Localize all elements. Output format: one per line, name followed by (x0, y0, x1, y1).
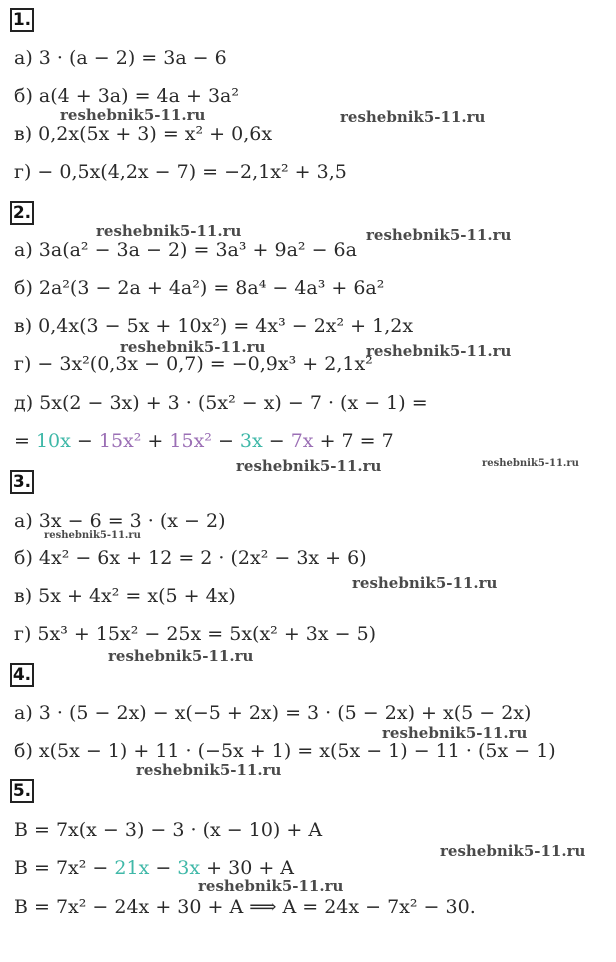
watermark: reshebnik5-11.ru (136, 761, 282, 779)
s5-line-c: B = 7x² − 24x + 30 + A ⟹ A = 24x − 7x² − 30. (14, 896, 476, 918)
s2f-part: − (262, 430, 291, 452)
section-number-4: 4. (10, 663, 34, 687)
watermark: reshebnik5-11.ru (44, 530, 141, 541)
s3-line-a: а) 3x − 6 = 3 · (x − 2) (14, 510, 226, 532)
s2-line-b: б) 2a²(3 − 2a + 4a²) = 8a⁴ − 4a³ + 6a² (14, 277, 385, 299)
watermark: reshebnik5-11.ru (382, 724, 528, 742)
s2f-term-7x: 7x (290, 430, 314, 452)
s2-line-e: д) 5x(2 − 3x) + 3 · (5x² − x) − 7 · (x − 1) = (14, 392, 428, 414)
watermark: reshebnik5-11.ru (366, 226, 512, 244)
s5b-term-3x: 3x (177, 857, 201, 879)
watermark: reshebnik5-11.ru (60, 106, 206, 124)
s2f-term-15x2-neg: 15x² (98, 430, 142, 452)
section-number-5: 5. (10, 779, 34, 803)
s5-line-a: B = 7x(x − 3) − 3 · (x − 10) + A (14, 819, 323, 841)
s1-line-d: г) − 0,5x(4,2x − 7) = −2,1x² + 3,5 (14, 161, 347, 183)
s3-line-b: б) 4x² − 6x + 12 = 2 · (2x² − 3x + 6) (14, 547, 367, 569)
s2f-term-10x: 10x (35, 430, 71, 452)
section-number-2: 2. (10, 201, 34, 225)
s2f-part: = (14, 430, 36, 452)
s1-line-c: в) 0,2x(5x + 3) = x² + 0,6x (14, 123, 273, 145)
watermark: reshebnik5-11.ru (482, 458, 579, 469)
s2f-term-15x2-pos: 15x² (169, 430, 212, 452)
s3-line-c: в) 5x + 4x² = x(5 + 4x) (14, 585, 236, 607)
watermark: reshebnik5-11.ru (198, 877, 344, 895)
s2-line-a: а) 3a(a² − 3a − 2) = 3a³ + 9a² − 6a (14, 239, 357, 261)
watermark: reshebnik5-11.ru (366, 342, 512, 360)
s2f-part: + 7 = 7 (313, 430, 394, 452)
watermark: reshebnik5-11.ru (120, 338, 266, 356)
s2f-term-3x: 3x (239, 430, 263, 452)
watermark: reshebnik5-11.ru (440, 842, 586, 860)
s2f-part: + (141, 430, 170, 452)
s5b-term-21x: 21x (114, 857, 150, 879)
s4-line-b: б) x(5x − 1) + 11 · (−5x + 1) = x(5x − 1) − 11 · (5x − 1) (14, 740, 556, 762)
section-number-1: 1. (10, 8, 34, 32)
s1-line-a: а) 3 · (a − 2) = 3a − 6 (14, 47, 227, 69)
s2f-part: − (70, 430, 99, 452)
s2-line-c: в) 0,4x(3 − 5x + 10x²) = 4x³ − 2x² + 1,2x (14, 315, 414, 337)
s5b-part: B = 7x² − (14, 857, 115, 879)
s2-line-d: г) − 3x²(0,3x − 0,7) = −0,9x³ + 2,1x² (14, 353, 373, 375)
s4-line-a: а) 3 · (5 − 2x) − x(−5 + 2x) = 3 · (5 − 2x) + x(5 − 2x) (14, 702, 532, 724)
s2-line-f (14, 429, 394, 453)
s3-line-d: г) 5x³ + 15x² − 25x = 5x(x² + 3x − 5) (14, 623, 377, 645)
s5b-part: + 30 + A (200, 857, 295, 879)
section-number-3: 3. (10, 470, 34, 494)
watermark: reshebnik5-11.ru (108, 647, 254, 665)
watermark: reshebnik5-11.ru (96, 222, 242, 240)
s2f-part: − (211, 430, 240, 452)
s5b-part: − (149, 857, 178, 879)
watermark: reshebnik5-11.ru (352, 574, 498, 592)
s1-line-b: б) a(4 + 3a) = 4a + 3a² (14, 85, 239, 107)
watermark: reshebnik5-11.ru (340, 108, 486, 126)
watermark: reshebnik5-11.ru (236, 457, 382, 475)
